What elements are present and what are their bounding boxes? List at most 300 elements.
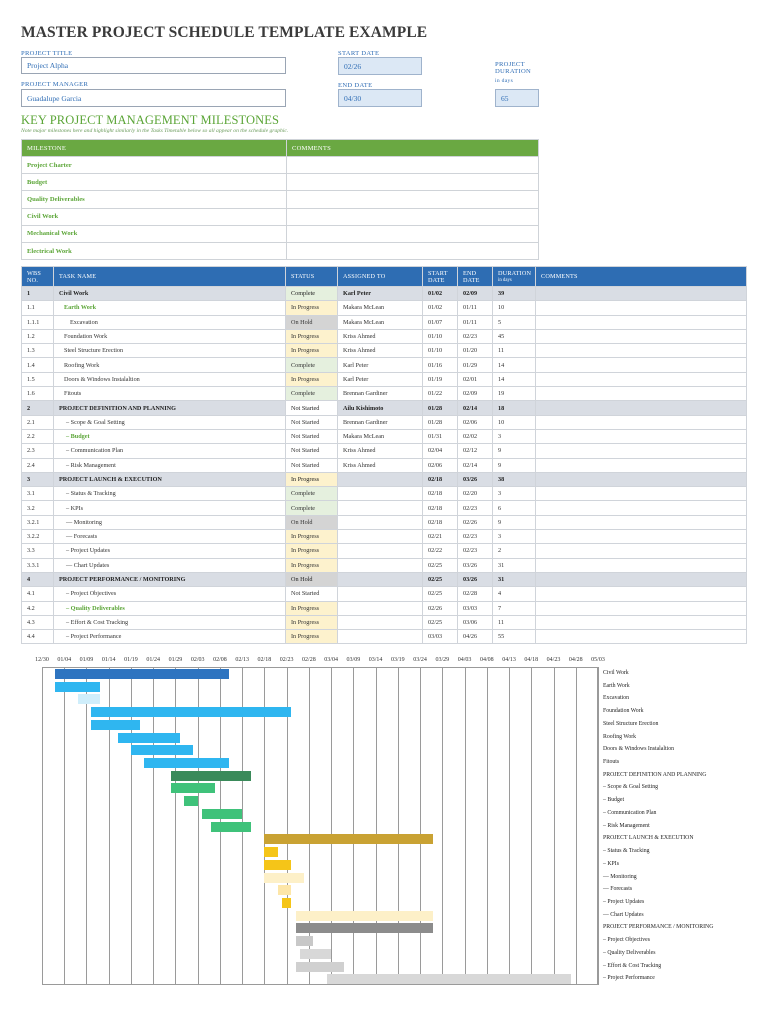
- gantt-tick-label: 01/19: [124, 657, 138, 663]
- milestone-name[interactable]: Civil Work: [22, 208, 287, 225]
- task-duration[interactable]: 38: [493, 472, 536, 486]
- task-status[interactable]: Not Started: [286, 587, 338, 601]
- task-duration[interactable]: 55: [493, 630, 536, 644]
- gantt-tick-label: 01/14: [101, 657, 116, 663]
- task-comment[interactable]: [536, 315, 747, 329]
- task-duration[interactable]: 9: [493, 444, 536, 458]
- milestone-comment[interactable]: [287, 225, 539, 242]
- task-end-date[interactable]: 02/02: [458, 429, 493, 443]
- task-duration[interactable]: 39: [493, 287, 536, 301]
- milestone-row: [22, 157, 539, 174]
- milestone-row: [22, 191, 539, 208]
- task-name[interactable]: Roofing Work: [54, 358, 286, 372]
- task-wbs[interactable]: 4: [22, 572, 54, 586]
- gantt-row-label: — Forecasts: [603, 886, 633, 893]
- duration-field[interactable]: 65: [495, 89, 539, 107]
- task-wbs[interactable]: 3.2.1: [22, 515, 54, 529]
- gantt-row-label: – Risk Management: [603, 822, 650, 829]
- comments-column-header: COMMENTS: [287, 140, 539, 157]
- gantt-tick-label: 04/08: [479, 657, 494, 663]
- task-start-date[interactable]: 02/04: [423, 444, 458, 458]
- task-wbs[interactable]: 4.1: [22, 587, 54, 601]
- task-duration[interactable]: 14: [493, 372, 536, 386]
- task-start-date[interactable]: 02/25: [423, 615, 458, 629]
- task-end-date[interactable]: 02/23: [458, 501, 493, 515]
- task-row: [22, 329, 747, 343]
- task-assigned[interactable]: [338, 615, 423, 629]
- gantt-bar: [118, 733, 180, 743]
- task-end-date[interactable]: 02/01: [458, 372, 493, 386]
- gantt-row-label: Roofing Work: [603, 733, 637, 740]
- gantt-gridline: [554, 667, 555, 985]
- status-column-header: STATUS: [286, 267, 338, 287]
- start-date-column-header: START DATE: [423, 267, 458, 287]
- task-duration[interactable]: 10: [493, 301, 536, 315]
- task-start-date[interactable]: 01/31: [423, 429, 458, 443]
- task-name[interactable]: – Budget: [54, 429, 286, 443]
- task-name-column-header: TASK NAME: [54, 267, 286, 287]
- task-wbs[interactable]: 3.2.2: [22, 530, 54, 544]
- task-name[interactable]: – Risk Management: [54, 458, 286, 472]
- gantt-bar: [131, 745, 193, 755]
- milestones-table: [21, 139, 539, 260]
- gantt-bar: [202, 809, 242, 819]
- task-end-date[interactable]: 02/14: [458, 458, 493, 472]
- task-duration[interactable]: 19: [493, 387, 536, 401]
- task-duration[interactable]: 10: [493, 415, 536, 429]
- task-duration[interactable]: 3: [493, 530, 536, 544]
- task-end-date[interactable]: 03/03: [458, 601, 493, 615]
- gantt-tick-label: 04/13: [502, 657, 516, 663]
- gantt-tick-label: 02/03: [190, 657, 205, 663]
- task-assigned[interactable]: [338, 572, 423, 586]
- task-row: [22, 444, 747, 458]
- gantt-row-label: – Quality Deliverables: [603, 949, 656, 956]
- task-comment[interactable]: [536, 329, 747, 343]
- task-end-date[interactable]: 01/11: [458, 315, 493, 329]
- task-start-date[interactable]: 01/02: [423, 301, 458, 315]
- task-assigned[interactable]: Brennan Gardiner: [338, 415, 423, 429]
- gantt-bar: [296, 962, 345, 972]
- task-start-date[interactable]: 01/10: [423, 329, 458, 343]
- task-start-date[interactable]: 02/25: [423, 587, 458, 601]
- task-name[interactable]: – Quality Deliverables: [54, 601, 286, 615]
- task-duration[interactable]: 9: [493, 458, 536, 472]
- task-end-date[interactable]: 03/26: [458, 472, 493, 486]
- task-wbs[interactable]: 1: [22, 287, 54, 301]
- task-status[interactable]: Not Started: [286, 444, 338, 458]
- project-title-label: PROJECT TITLE: [21, 50, 73, 57]
- task-status[interactable]: In Progress: [286, 630, 338, 644]
- task-end-date[interactable]: 02/06: [458, 415, 493, 429]
- task-name[interactable]: Foundation Work: [54, 329, 286, 343]
- task-status[interactable]: In Progress: [286, 558, 338, 572]
- task-wbs[interactable]: 3: [22, 472, 54, 486]
- task-assigned[interactable]: [338, 558, 423, 572]
- task-assigned[interactable]: Brennan Gardiner: [338, 387, 423, 401]
- duration-label-2: DURATION: [495, 68, 532, 75]
- task-duration[interactable]: 2: [493, 544, 536, 558]
- task-wbs[interactable]: 1.4: [22, 358, 54, 372]
- start-date-label: START DATE: [338, 50, 380, 57]
- gantt-gridline: [442, 667, 443, 985]
- gantt-bar: [264, 834, 433, 844]
- task-wbs[interactable]: 1.5: [22, 372, 54, 386]
- gantt-bar: [264, 860, 291, 870]
- task-name[interactable]: — Chart Updates: [54, 558, 286, 572]
- gantt-bar: [296, 936, 314, 946]
- end-date-label: END DATE: [338, 82, 373, 89]
- task-duration[interactable]: 18: [493, 401, 536, 415]
- task-wbs[interactable]: 3.3.1: [22, 558, 54, 572]
- task-assigned[interactable]: [338, 544, 423, 558]
- task-row: [22, 487, 747, 501]
- task-comment[interactable]: [536, 472, 747, 486]
- milestone-comment[interactable]: [287, 208, 539, 225]
- task-end-date[interactable]: 02/20: [458, 487, 493, 501]
- task-name[interactable]: Fitouts: [54, 387, 286, 401]
- task-comment[interactable]: [536, 544, 747, 558]
- milestone-comment[interactable]: [287, 174, 539, 191]
- gantt-tick-label: 03/24: [413, 657, 427, 663]
- task-start-date[interactable]: 02/25: [423, 558, 458, 572]
- task-wbs[interactable]: 3.1: [22, 487, 54, 501]
- task-start-date[interactable]: 02/18: [423, 501, 458, 515]
- task-row: [22, 501, 747, 515]
- task-duration[interactable]: 31: [493, 572, 536, 586]
- task-duration[interactable]: 45: [493, 329, 536, 343]
- task-end-date[interactable]: 04/26: [458, 630, 493, 644]
- task-start-date[interactable]: 02/18: [423, 472, 458, 486]
- task-comment[interactable]: [536, 615, 747, 629]
- task-status[interactable]: In Progress: [286, 530, 338, 544]
- gantt-tick-label: 12/30: [35, 657, 49, 663]
- task-assigned[interactable]: Makara McLean: [338, 301, 423, 315]
- task-assigned[interactable]: [338, 601, 423, 615]
- gantt-gridline: [576, 667, 577, 985]
- task-assigned[interactable]: Kriss Ahmed: [338, 458, 423, 472]
- task-duration[interactable]: 31: [493, 558, 536, 572]
- task-assigned[interactable]: Karl Peter: [338, 358, 423, 372]
- task-comment[interactable]: [536, 415, 747, 429]
- task-comment[interactable]: [536, 387, 747, 401]
- gantt-tick-label: 02/13: [235, 657, 249, 663]
- task-comment[interactable]: [536, 501, 747, 515]
- task-end-date[interactable]: 02/12: [458, 444, 493, 458]
- task-assigned[interactable]: [338, 501, 423, 515]
- task-comment[interactable]: [536, 301, 747, 315]
- task-assigned[interactable]: [338, 515, 423, 529]
- task-wbs[interactable]: 1.3: [22, 344, 54, 358]
- task-start-date[interactable]: 02/22: [423, 544, 458, 558]
- task-assigned[interactable]: [338, 487, 423, 501]
- task-start-date[interactable]: 02/21: [423, 530, 458, 544]
- task-wbs[interactable]: 4.4: [22, 630, 54, 644]
- task-name[interactable]: Earth Work: [54, 301, 286, 315]
- milestone-row: [22, 208, 539, 225]
- gantt-gridline: [86, 667, 87, 985]
- project-title-field[interactable]: Project Alpha: [21, 57, 286, 74]
- task-comment[interactable]: [536, 558, 747, 572]
- task-name[interactable]: – Scope & Goal Setting: [54, 415, 286, 429]
- task-start-date[interactable]: 01/16: [423, 358, 458, 372]
- task-end-date[interactable]: 02/28: [458, 587, 493, 601]
- task-duration[interactable]: 14: [493, 358, 536, 372]
- task-wbs[interactable]: 1.2: [22, 329, 54, 343]
- task-assigned[interactable]: [338, 587, 423, 601]
- task-wbs[interactable]: 1.1: [22, 301, 54, 315]
- gantt-row-label: — Chart Updates: [603, 911, 644, 918]
- task-row: [22, 315, 747, 329]
- task-status[interactable]: Complete: [286, 501, 338, 515]
- task-end-date[interactable]: 02/23: [458, 530, 493, 544]
- task-name[interactable]: – KPIs: [54, 501, 286, 515]
- task-status[interactable]: In Progress: [286, 329, 338, 343]
- task-start-date[interactable]: 02/25: [423, 572, 458, 586]
- task-name[interactable]: Steel Structure Erection: [54, 344, 286, 358]
- task-comment[interactable]: [536, 601, 747, 615]
- gantt-tick-label: 01/24: [146, 657, 161, 663]
- task-row: [22, 544, 747, 558]
- task-name[interactable]: PROJECT DEFINITION AND PLANNING: [54, 401, 286, 415]
- task-start-date[interactable]: 01/07: [423, 315, 458, 329]
- task-duration[interactable]: 11: [493, 615, 536, 629]
- task-comment[interactable]: [536, 530, 747, 544]
- task-wbs[interactable]: 1.1.1: [22, 315, 54, 329]
- duration-label: PROJECT: [495, 61, 525, 68]
- task-start-date[interactable]: 02/26: [423, 601, 458, 615]
- gantt-row-label: Steel Structure Erection: [603, 720, 659, 727]
- gantt-row-label: Foundation Work: [603, 708, 644, 715]
- task-name[interactable]: PROJECT LAUNCH & EXECUTION: [54, 472, 286, 486]
- task-comment[interactable]: [536, 344, 747, 358]
- task-name[interactable]: Excavation: [54, 315, 286, 329]
- gantt-tick-label: 02/18: [257, 657, 272, 663]
- task-comment[interactable]: [536, 401, 747, 415]
- task-status[interactable]: Complete: [286, 487, 338, 501]
- task-status[interactable]: Complete: [286, 287, 338, 301]
- wbs-column-header: WBS NO.: [22, 267, 54, 287]
- task-comment[interactable]: [536, 444, 747, 458]
- task-name[interactable]: – Project Performance: [54, 630, 286, 644]
- task-status[interactable]: Not Started: [286, 429, 338, 443]
- task-name[interactable]: – Project Objectives: [54, 587, 286, 601]
- task-status[interactable]: On Hold: [286, 515, 338, 529]
- task-status[interactable]: In Progress: [286, 344, 338, 358]
- task-comment[interactable]: [536, 572, 747, 586]
- task-row: [22, 387, 747, 401]
- task-assigned[interactable]: Ailu Kishimoto: [338, 401, 423, 415]
- gantt-row-label: — Monitoring: [603, 873, 637, 880]
- gantt-tick-label: 01/04: [57, 657, 72, 663]
- task-duration[interactable]: 6: [493, 501, 536, 515]
- task-start-date[interactable]: 02/18: [423, 515, 458, 529]
- task-name[interactable]: Doors & Windows Instalaltion: [54, 372, 286, 386]
- task-start-date[interactable]: 01/28: [423, 415, 458, 429]
- gantt-gridline: [487, 667, 488, 985]
- task-status[interactable]: In Progress: [286, 544, 338, 558]
- task-status[interactable]: In Progress: [286, 372, 338, 386]
- duration-unit-label: in days: [495, 78, 514, 84]
- task-end-date[interactable]: 02/09: [458, 287, 493, 301]
- task-end-date[interactable]: 02/23: [458, 329, 493, 343]
- task-wbs[interactable]: 2.3: [22, 444, 54, 458]
- task-wbs[interactable]: 4.3: [22, 615, 54, 629]
- end-date-column-header: END DATE: [458, 267, 493, 287]
- task-assigned[interactable]: Kriss Ahmed: [338, 344, 423, 358]
- task-start-date[interactable]: 03/03: [423, 630, 458, 644]
- task-end-date[interactable]: 01/11: [458, 301, 493, 315]
- task-duration[interactable]: 5: [493, 315, 536, 329]
- task-end-date[interactable]: 03/26: [458, 572, 493, 586]
- start-date-field[interactable]: 02/26: [338, 57, 422, 75]
- task-end-date[interactable]: 02/09: [458, 387, 493, 401]
- task-status[interactable]: Not Started: [286, 401, 338, 415]
- task-wbs[interactable]: 3.3: [22, 544, 54, 558]
- end-date-field[interactable]: 04/30: [338, 89, 422, 107]
- task-row: [22, 301, 747, 315]
- task-start-date[interactable]: 02/06: [423, 458, 458, 472]
- task-end-date[interactable]: 02/14: [458, 401, 493, 415]
- task-name[interactable]: — Monitoring: [54, 515, 286, 529]
- task-name[interactable]: PROJECT PERFORMANCE / MONITORING: [54, 572, 286, 586]
- task-wbs[interactable]: 1.6: [22, 387, 54, 401]
- task-row: [22, 472, 747, 486]
- gantt-row-label: – Project Updates: [603, 898, 645, 905]
- task-comment[interactable]: [536, 630, 747, 644]
- task-status[interactable]: In Progress: [286, 472, 338, 486]
- task-comment[interactable]: [536, 515, 747, 529]
- task-start-date[interactable]: 01/19: [423, 372, 458, 386]
- gantt-bar: [55, 669, 228, 679]
- page-title: MASTER PROJECT SCHEDULE TEMPLATE EXAMPLE: [21, 24, 428, 41]
- tasks-table: [21, 266, 747, 644]
- gantt-bar: [91, 720, 140, 730]
- task-start-date[interactable]: 02/18: [423, 487, 458, 501]
- gantt-tick-label: 02/08: [213, 657, 227, 663]
- task-assigned[interactable]: Kriss Ahmed: [338, 329, 423, 343]
- task-comment[interactable]: [536, 372, 747, 386]
- duration-column-header: DURATION in days: [493, 267, 536, 287]
- task-start-date[interactable]: 01/02: [423, 287, 458, 301]
- gantt-bar: [278, 885, 291, 895]
- gantt-tick-label: 01/29: [168, 657, 183, 663]
- project-manager-label: PROJECT MANAGER: [21, 81, 89, 88]
- gantt-tick-label: 03/09: [346, 657, 361, 663]
- task-status[interactable]: Complete: [286, 387, 338, 401]
- gantt-tick-label: 05/03: [591, 657, 605, 663]
- task-end-date[interactable]: 03/06: [458, 615, 493, 629]
- task-wbs[interactable]: 2.4: [22, 458, 54, 472]
- task-status[interactable]: In Progress: [286, 301, 338, 315]
- task-comment[interactable]: [536, 358, 747, 372]
- task-name[interactable]: – Communication Plan: [54, 444, 286, 458]
- task-start-date[interactable]: 01/28: [423, 401, 458, 415]
- task-assigned[interactable]: [338, 472, 423, 486]
- task-duration[interactable]: 3: [493, 429, 536, 443]
- gantt-chart: [0, 650, 768, 1024]
- task-duration[interactable]: 7: [493, 601, 536, 615]
- gantt-row-label: Excavation: [603, 695, 630, 702]
- milestone-comment[interactable]: [287, 191, 539, 208]
- task-duration[interactable]: 11: [493, 344, 536, 358]
- gantt-gridline: [376, 667, 377, 985]
- task-name[interactable]: – Project Updates: [54, 544, 286, 558]
- gantt-row-label: – Budget: [603, 797, 625, 804]
- milestone-name[interactable]: Electrical Work: [22, 242, 287, 259]
- gantt-tick-label: 04/23: [546, 657, 561, 663]
- task-name[interactable]: – Status & Tracking: [54, 487, 286, 501]
- gantt-row-label: – Project Objectives: [603, 937, 651, 944]
- task-assigned[interactable]: Karl Peter: [338, 287, 423, 301]
- gantt-row-label: – Status & Tracking: [603, 848, 650, 855]
- task-comment[interactable]: [536, 487, 747, 501]
- task-assigned[interactable]: Kriss Ahmed: [338, 444, 423, 458]
- task-wbs[interactable]: 3.2: [22, 501, 54, 515]
- task-wbs[interactable]: 4.2: [22, 601, 54, 615]
- task-end-date[interactable]: 03/26: [458, 558, 493, 572]
- milestone-name[interactable]: Budget: [22, 174, 287, 191]
- task-name[interactable]: — Forecasts: [54, 530, 286, 544]
- task-status[interactable]: On Hold: [286, 315, 338, 329]
- task-assigned[interactable]: Makara McLean: [338, 315, 423, 329]
- task-assigned[interactable]: [338, 630, 423, 644]
- task-row: [22, 458, 747, 472]
- milestone-name[interactable]: Mechanical Work: [22, 225, 287, 242]
- task-status[interactable]: Not Started: [286, 458, 338, 472]
- task-status[interactable]: On Hold: [286, 572, 338, 586]
- task-row: [22, 372, 747, 386]
- milestones-note: Note major milestones here and highlight similarly in the Tasks Timetable below so all appear on the schedule graphic.: [21, 128, 289, 134]
- task-comment[interactable]: [536, 287, 747, 301]
- task-status[interactable]: Not Started: [286, 415, 338, 429]
- task-start-date[interactable]: 01/22: [423, 387, 458, 401]
- milestone-comment[interactable]: [287, 157, 539, 174]
- task-duration[interactable]: 4: [493, 587, 536, 601]
- task-start-date[interactable]: 01/10: [423, 344, 458, 358]
- gantt-gridline: [465, 667, 466, 985]
- task-wbs[interactable]: 2: [22, 401, 54, 415]
- task-end-date[interactable]: 01/29: [458, 358, 493, 372]
- task-end-date[interactable]: 01/20: [458, 344, 493, 358]
- task-comment[interactable]: [536, 458, 747, 472]
- task-row: [22, 358, 747, 372]
- task-name[interactable]: – Effort & Cost Tracking: [54, 615, 286, 629]
- task-end-date[interactable]: 02/26: [458, 515, 493, 529]
- task-wbs[interactable]: 2.1: [22, 415, 54, 429]
- gantt-bar: [91, 707, 291, 717]
- task-name[interactable]: Civil Work: [54, 287, 286, 301]
- milestone-comment[interactable]: [287, 242, 539, 259]
- task-status[interactable]: Complete: [286, 358, 338, 372]
- task-assigned[interactable]: [338, 530, 423, 544]
- task-assigned[interactable]: Karl Peter: [338, 372, 423, 386]
- task-duration[interactable]: 9: [493, 515, 536, 529]
- task-end-date[interactable]: 02/23: [458, 544, 493, 558]
- task-wbs[interactable]: 2.2: [22, 429, 54, 443]
- milestone-name[interactable]: Project Charter: [22, 157, 287, 174]
- task-duration[interactable]: 3: [493, 487, 536, 501]
- task-assigned[interactable]: Makara McLean: [338, 429, 423, 443]
- task-comment[interactable]: [536, 587, 747, 601]
- task-row: [22, 401, 747, 415]
- milestone-row: [22, 242, 539, 259]
- task-status[interactable]: In Progress: [286, 615, 338, 629]
- project-manager-field[interactable]: Guadalupe Garcia: [21, 89, 286, 107]
- task-comment[interactable]: [536, 429, 747, 443]
- milestone-name[interactable]: Quality Deliverables: [22, 191, 287, 208]
- task-status[interactable]: In Progress: [286, 601, 338, 615]
